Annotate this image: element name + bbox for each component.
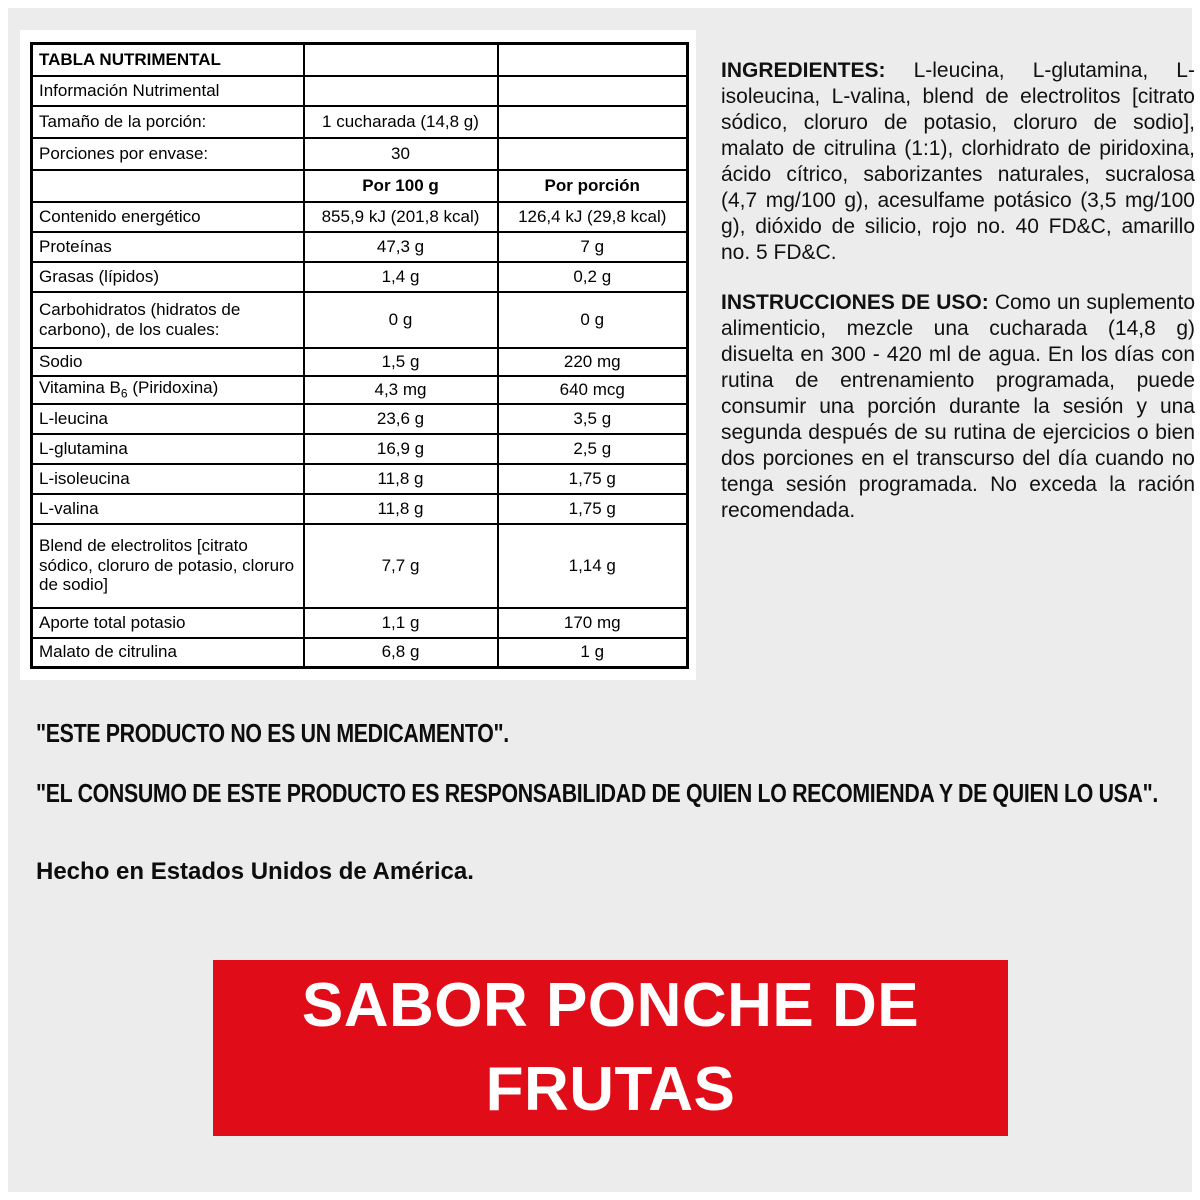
nutrition-panel	[20, 30, 696, 680]
empty-cell	[498, 76, 688, 106]
nutrient-label: Sodio	[32, 348, 304, 376]
serving-size-row	[32, 106, 688, 138]
servings-per-container-row	[32, 138, 688, 170]
nutrient-per-100g: 1,1 g	[304, 608, 498, 638]
instructions-heading: INSTRUCCIONES DE USO:	[721, 291, 989, 314]
nutrient-per-serving: 640 mcg	[498, 376, 688, 404]
info-column	[721, 58, 1195, 524]
nutrient-label: Blend de electrolitos [citrato sódico, cloruro de potasio, cloruro de sodio]	[32, 524, 304, 608]
serving-size-value: 1 cucharada (14,8 g)	[304, 106, 498, 138]
nutrient-label: Contenido energético	[32, 202, 304, 232]
column-header-per-serving: Por porción	[498, 170, 688, 202]
flavor-banner-line1: SABOR PONCHE DE	[301, 971, 920, 1040]
nutrient-per-100g: 47,3 g	[304, 232, 498, 262]
nutrient-label: L-glutamina	[32, 434, 304, 464]
nutrient-per-serving: 7 g	[498, 232, 688, 262]
empty-cell	[498, 138, 688, 170]
b6-subscript: 6	[120, 386, 128, 401]
empty-cell	[498, 44, 688, 76]
nutrient-per-100g: 7,7 g	[304, 524, 498, 608]
flavor-banner-line2: FRUTAS	[485, 1055, 736, 1124]
table-subtitle: Información Nutrimental	[32, 76, 304, 106]
nutrient-label: L-valina	[32, 494, 304, 524]
nutrition-table	[30, 42, 689, 669]
label-background	[8, 8, 1195, 1192]
ingredients-heading: INGREDIENTES:	[721, 59, 886, 82]
table-title: TABLA NUTRIMENTAL	[32, 44, 304, 76]
table-row	[32, 232, 688, 262]
table-row	[32, 464, 688, 494]
nutrient-per-serving: 1,75 g	[498, 464, 688, 494]
empty-cell	[32, 170, 304, 202]
disclaimer-not-medicine: "ESTE PRODUCTO NO ES UN MEDICAMENTO".	[36, 718, 509, 748]
nutrient-per-serving: 1,75 g	[498, 494, 688, 524]
table-row	[32, 494, 688, 524]
nutrient-per-serving: 220 mg	[498, 348, 688, 376]
nutrient-label: Aporte total potasio	[32, 608, 304, 638]
nutrient-label: Proteínas	[32, 232, 304, 262]
nutrient-per-serving: 3,5 g	[498, 404, 688, 434]
table-row	[32, 404, 688, 434]
table-row	[32, 638, 688, 668]
nutrient-per-100g: 11,8 g	[304, 464, 498, 494]
table-subtitle-row	[32, 76, 688, 106]
instructions-paragraph	[721, 290, 1195, 524]
table-row	[32, 376, 688, 404]
nutrient-per-100g: 855,9 kJ (201,8 kcal)	[304, 202, 498, 232]
nutrient-per-serving: 0 g	[498, 292, 688, 348]
nutrient-per-100g: 1,4 g	[304, 262, 498, 292]
nutrient-label: L-leucina	[32, 404, 304, 434]
table-row	[32, 434, 688, 464]
column-header-per-100g: Por 100 g	[304, 170, 498, 202]
empty-cell	[498, 106, 688, 138]
nutrient-per-100g: 0 g	[304, 292, 498, 348]
made-in-statement: Hecho en Estados Unidos de América.	[36, 858, 474, 885]
empty-cell	[304, 76, 498, 106]
table-row	[32, 292, 688, 348]
nutrient-per-serving: 170 mg	[498, 608, 688, 638]
ingredients-body: L-leucina, L-glutamina, L-isoleucina, L-valina, blend de electrolitos [citrato sódico, cloruro de potasio, cloruro de sodio], malato de citrulina (1:1), clorhidrato de piridoxina, ácido cítrico, saborizantes naturales, sucralosa (4,7 mg/100 g), acesulfame potásico (3,5 mg/100 g), dióxido de silicio, rojo no. 40 FD&C, amarillo no. 5 FD&C.	[721, 59, 1195, 264]
nutrient-label: Carbohidratos (hidratos de carbono), de los cuales:	[32, 292, 304, 348]
nutrient-per-serving: 2,5 g	[498, 434, 688, 464]
nutrient-per-serving: 1 g	[498, 638, 688, 668]
table-title-row	[32, 44, 688, 76]
table-row	[32, 202, 688, 232]
nutrient-per-100g: 6,8 g	[304, 638, 498, 668]
instructions-body: Como un suplemento alimenticio, mezcle una cucharada (14,8 g) disuelta en 300 - 420 ml de agua. En los días con rutina de entrenamiento programada, puede consumir una porción durante la sesión y una segunda después de su rutina de ejercicios o bien dos porciones en el transcurso del día cuando no tenga sesión programada. No exceda la ración recomendada.	[721, 291, 1195, 522]
servings-per-container-value: 30	[304, 138, 498, 170]
nutrient-per-serving: 0,2 g	[498, 262, 688, 292]
serving-size-label: Tamaño de la porción:	[32, 106, 304, 138]
nutrient-per-serving: 1,14 g	[498, 524, 688, 608]
flavor-banner	[213, 960, 1008, 1136]
nutrient-label: L-isoleucina	[32, 464, 304, 494]
table-row	[32, 608, 688, 638]
nutrient-per-100g: 16,9 g	[304, 434, 498, 464]
table-row	[32, 524, 688, 608]
table-row	[32, 262, 688, 292]
nutrient-per-serving: 126,4 kJ (29,8 kcal)	[498, 202, 688, 232]
disclaimer-responsibility: "EL CONSUMO DE ESTE PRODUCTO ES RESPONSABILIDAD DE QUIEN LO RECOMIENDA Y DE QUIEN LO USA".	[36, 778, 1158, 808]
nutrient-per-100g: 23,6 g	[304, 404, 498, 434]
ingredients-paragraph	[721, 58, 1195, 266]
nutrient-per-100g: 11,8 g	[304, 494, 498, 524]
nutrient-per-100g: 1,5 g	[304, 348, 498, 376]
nutrient-label: Vitamina $B_6$ (Piridoxina)	[32, 376, 304, 404]
nutrient-label: Malato de citrulina	[32, 638, 304, 668]
empty-cell	[304, 44, 498, 76]
column-header-row	[32, 170, 688, 202]
servings-per-container-label: Porciones por envase:	[32, 138, 304, 170]
nutrient-label: Grasas (lípidos)	[32, 262, 304, 292]
nutrient-per-100g: 4,3 mg	[304, 376, 498, 404]
table-row	[32, 348, 688, 376]
